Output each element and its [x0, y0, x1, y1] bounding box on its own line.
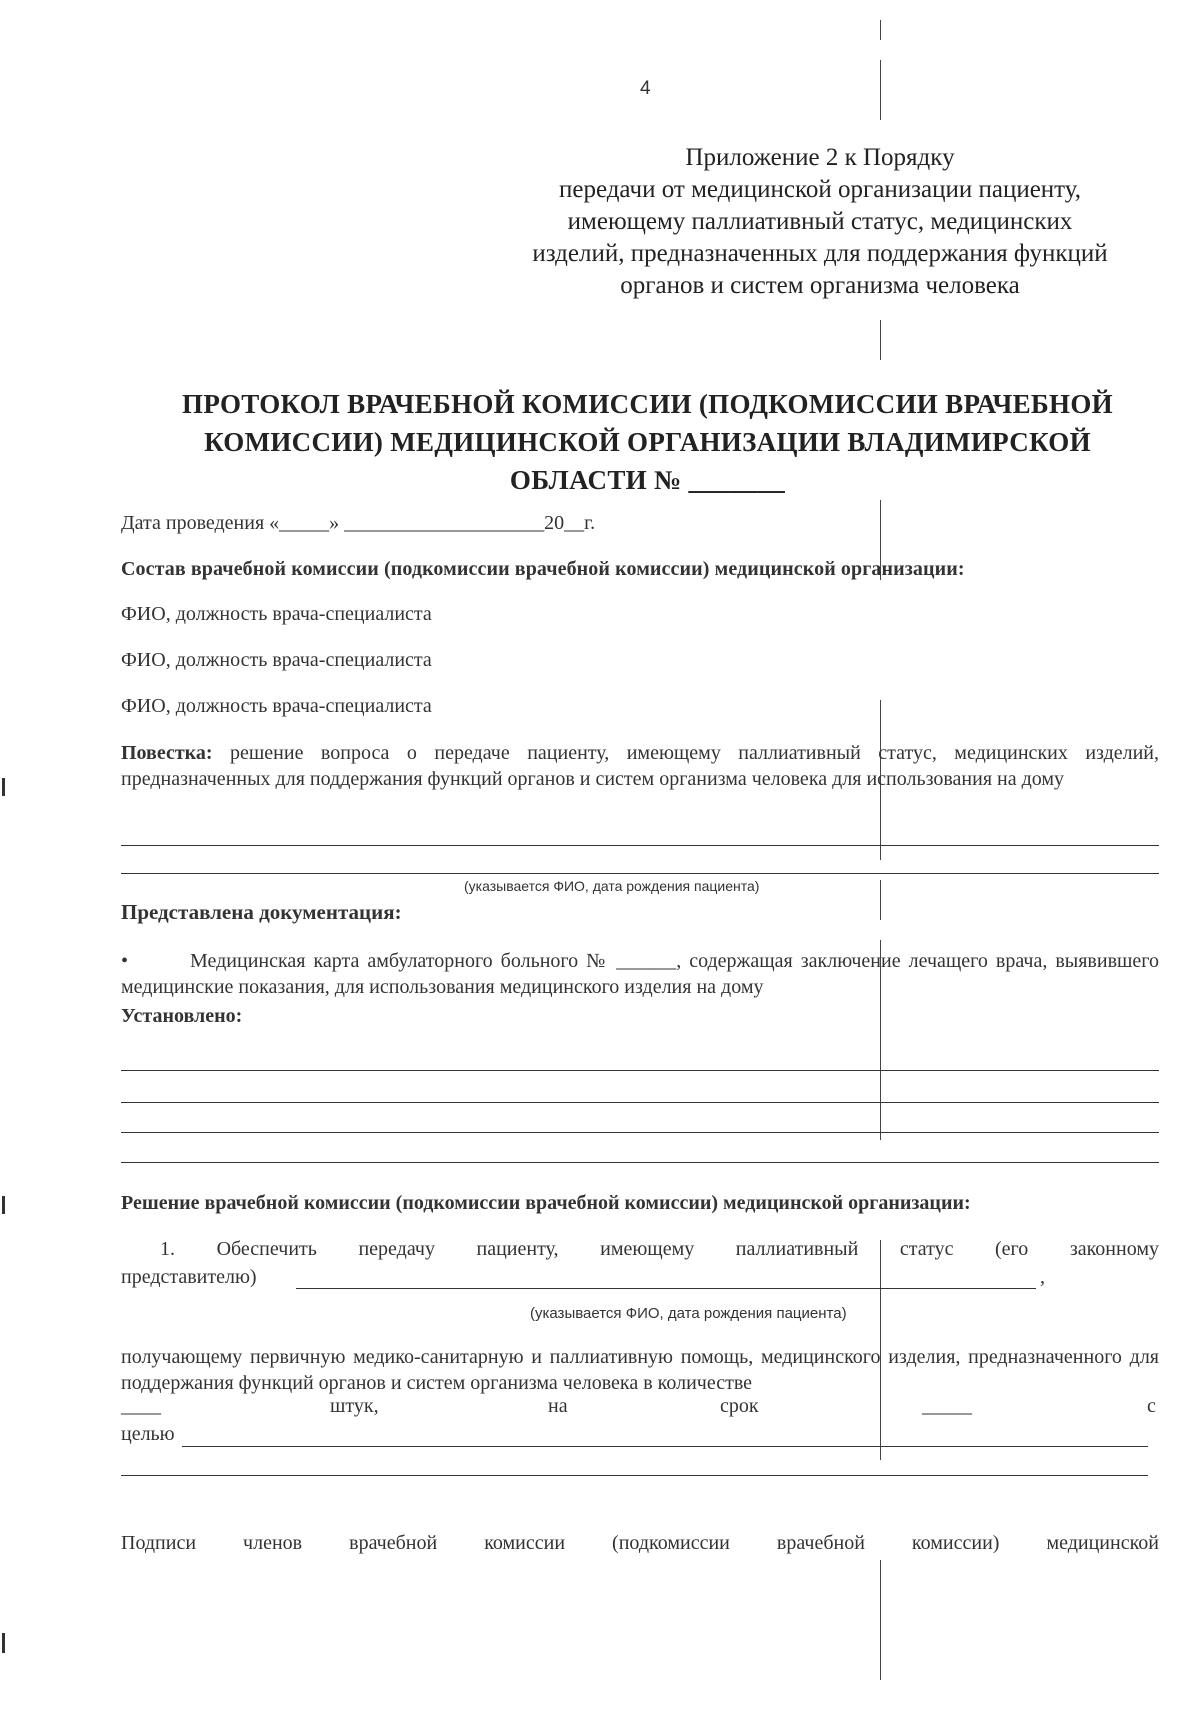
scan-edge-mark [2, 778, 5, 796]
appendix-header [470, 142, 1170, 302]
documentation-bullet: • [121, 950, 129, 972]
title-line: КОМИССИИ) МЕДИЦИНСКОЙ ОРГАНИЗАЦИИ ВЛАДИМИРСКОЙ [204, 427, 1091, 457]
scan-edge-mark [2, 1633, 5, 1653]
quantity-word-pieces: штук, [330, 1395, 379, 1417]
established-fill-line [121, 1162, 1159, 1163]
appendix-line: имеющему паллиативный статус, медицинских [567, 208, 1073, 235]
agenda-paragraph [121, 740, 1159, 792]
purpose-fill-line [182, 1446, 1148, 1447]
established-fill-line [121, 1132, 1159, 1133]
decision-item-representative: представителю) [121, 1266, 257, 1288]
title-line: ОБЛАСТИ № _______ [509, 465, 786, 495]
document-title [120, 385, 1175, 499]
member-line: ФИО, должность врача-специалиста [121, 649, 432, 671]
quantity-blank: ____ [121, 1395, 161, 1417]
signatures-heading: Подписи членов врачебной комиссии (подкомиссии врачебной комиссии) медицинской [121, 1532, 1159, 1554]
patient-fill-line [121, 845, 1159, 846]
appendix-line: органов и систем организма человека [620, 272, 1020, 299]
decision-heading: Решение врачебной комиссии (подкомиссии врачебной комиссии) медицинской организации: [121, 1192, 971, 1214]
agenda-label: Повестка: [121, 742, 213, 764]
scan-edge-mark [2, 1196, 5, 1214]
member-line: ФИО, должность врача-специалиста [121, 603, 432, 625]
patient-fill-line [296, 1288, 1036, 1289]
receiving-paragraph: получающему первичную медико-санитарную и паллиативную помощь, медицинского изделия, предназначенного для поддержания функций органов и систем организма человека в количестве [121, 1346, 1159, 1394]
purpose-label: целью [121, 1423, 175, 1445]
appendix-line: изделий, предназначенных для поддержания функций [532, 240, 1108, 267]
appendix-line: Приложение 2 к Порядку [685, 144, 955, 171]
page-number: 4 [640, 78, 651, 99]
quantity-word-term: срок [720, 1395, 759, 1417]
title-line: ПРОТОКОЛ ВРАЧЕБНОЙ КОМИССИИ (ПОДКОМИССИИ ВРАЧЕБНОЙ [182, 389, 1113, 419]
date-line: Дата проведения «_____» ____________________20__г. [121, 512, 596, 534]
scan-fold-line [880, 1560, 881, 1680]
established-fill-line [121, 1070, 1159, 1071]
patient-caption: (указывается ФИО, дата рождения пациента) [530, 1305, 847, 1322]
documentation-item: Медицинская карта амбулаторного больного № ______, содержащая заключение лечащего врача, выявившего медицинские показания, для использования медицинского изделия на дому [121, 950, 1159, 998]
scan-fold-line [880, 60, 881, 120]
scan-fold-line [880, 880, 881, 920]
scan-fold-line [880, 320, 881, 360]
patient-caption: (указывается ФИО, дата рождения пациента) [464, 878, 760, 894]
quantity-word-for: на [548, 1395, 568, 1417]
member-line: ФИО, должность врача-специалиста [121, 695, 432, 717]
established-label: Установлено: [121, 1005, 243, 1027]
composition-heading: Состав врачебной комиссии (подкомиссии врачебной комиссии) медицинской организации: [121, 558, 965, 580]
decision-item-line: 1. Обеспечить передачу пациенту, имеющему паллиативный статус (его законному [160, 1238, 1159, 1260]
decision-item-comma: , [1040, 1266, 1045, 1288]
quantity-word-with: с [1147, 1395, 1156, 1417]
patient-fill-line [121, 873, 1159, 874]
purpose-fill-line [121, 1475, 1148, 1476]
documentation-heading: Представлена документация: [121, 900, 402, 924]
term-blank: _____ [922, 1395, 972, 1417]
agenda-text: решение вопроса о передаче пациенту, имеющему паллиативный статус, медицинских изделий, предназначенных для поддержания функций органов и систем организма человека для использования на дому [121, 742, 1160, 790]
appendix-line: передачи от медицинской организации пациенту, [558, 176, 1082, 203]
established-fill-line [121, 1102, 1159, 1103]
scan-fold-line [880, 20, 881, 40]
